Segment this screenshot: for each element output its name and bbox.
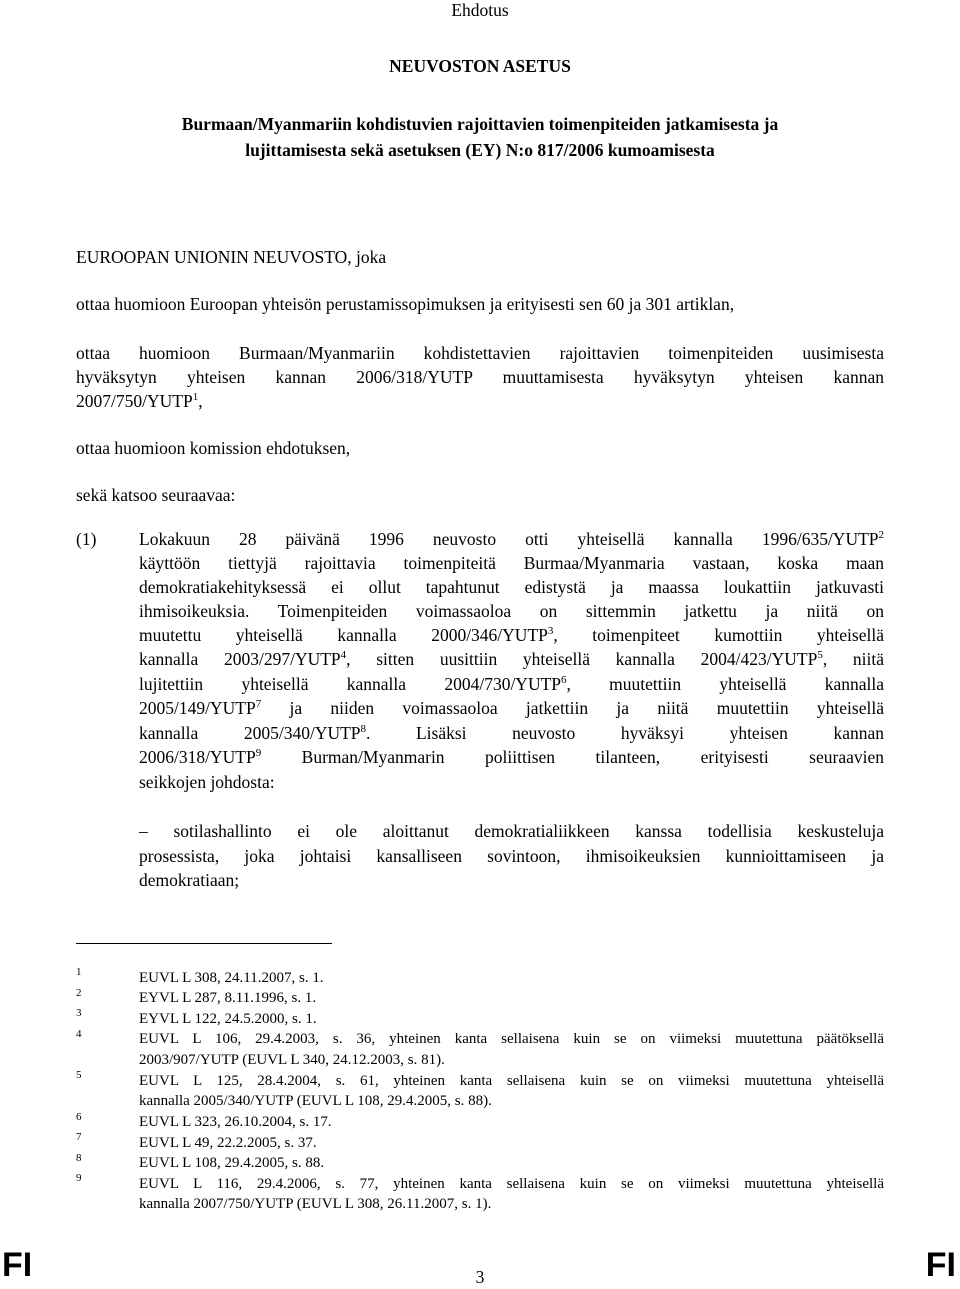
subtitle-line-2: lujittamisesta sekä asetuksen (EY) N:o 817/2006 kumoamisesta (245, 140, 715, 160)
footnote-text: EYVL L 287, 8.11.1996, s. 1. (139, 990, 317, 1006)
footnote-text: EUVL L 323, 26.10.2004, s. 17. (139, 1114, 332, 1130)
footnote-text: EUVL L 116, 29.4.2006, s. 77, yhteinen kanta sellaisena kuin se on viimeksi muutettuna yhteisellä (139, 1176, 884, 1192)
recital-position-line-2: hyväksytyn yhteisen kannan 2006/318/YUTP muuttamisesta hyväksytyn yhteisen kannan (76, 367, 884, 387)
footnote-ref: 2 (878, 529, 884, 541)
recital-position-line-3: 2007/750/YUTP$^1$, (76, 391, 203, 411)
language-code-left: FI (2, 1246, 33, 1284)
paragraph-line: lujitettiin yhteisellä kannalla 2004/730/YUTP$^6$, muutettiin yhteisellä kannalla (139, 674, 884, 694)
paragraph-line: kannalla 2005/340/YUTP$^8$. Lisäksi neuvosto hyväksyi yhteisen kannan (139, 723, 884, 743)
footnote-text-cont: kannalla 2007/750/YUTP (EUVL L 308, 26.11.2007, s. 1). (139, 1196, 492, 1212)
dash-item-line: prosessista, joka johtaisi kansalliseen sovintoon, ihmisoikeuksien kunnioittamiseen ja (139, 846, 884, 866)
paragraph-line: demokratiakehityksessä ei ollut tapahtunut edistystä ja maassa loukattiin jatkuvasti (139, 577, 884, 597)
paragraph-line: 2005/149/YUTP$^7$ ja niiden voimassaoloa jatkettiin ja niitä muutettiin yhteisellä (139, 698, 884, 718)
footnote-text: EUVL L 49, 22.2.2005, s. 37. (139, 1135, 317, 1151)
footnote-ref: 6 (561, 674, 567, 686)
footnote-text-cont: kannalla 2005/340/YUTP (EUVL L 108, 29.4.2005, s. 88). (139, 1093, 492, 1109)
footnote-text: EYVL L 122, 24.5.2000, s. 1. (139, 1011, 317, 1027)
dash-item-line: demokratiaan; (139, 870, 240, 890)
subtitle-line-1: Burmaan/Myanmariin kohdistuvien rajoittavien toimenpiteiden jatkamisesta ja (181, 114, 779, 134)
footnote-ref: 5 (817, 649, 823, 661)
language-code-right: FI (925, 1246, 956, 1284)
dash-item-line: – sotilashallinto ei ole aloittanut demokratialiikkeen kanssa todellisia keskusteluja (139, 821, 884, 841)
footnote-text: EUVL L 108, 29.4.2005, s. 88. (139, 1155, 325, 1171)
footnote-number: 8 (76, 1152, 82, 1164)
paragraph-number: (1) (76, 529, 97, 549)
footnote-text: EUVL L 308, 24.11.2007, s. 1. (139, 970, 324, 986)
paragraph-line: 2006/318/YUTP$^9$ Burman/Myanmarin poliittisen tilanteen, erityisesti seuraavien (139, 747, 884, 767)
page-title: NEUVOSTON ASETUS (389, 56, 571, 76)
footnote-text-cont: 2003/907/YUTP (EUVL L 340, 24.12.2003, s. 81). (139, 1052, 445, 1068)
footnote-ref: 3 (547, 625, 554, 637)
recital-whereas: sekä katsoo seuraavaa: (76, 485, 236, 505)
footnote-ref: 1 (192, 391, 199, 403)
paragraph-line: seikkojen johdosta: (139, 772, 275, 792)
footnote-number: 4 (76, 1028, 82, 1040)
document-label: Ehdotus (451, 0, 509, 20)
footnote-ref: 7 (255, 698, 262, 710)
footnote-number: 2 (76, 987, 82, 999)
recital-commission: ottaa huomioon komission ehdotuksen, (76, 438, 351, 458)
footnote-ref: 9 (255, 747, 262, 759)
paragraph-line: Lokakuun 28 päivänä 1996 neuvosto otti yhteisellä kannalla 1996/635/YUTP$^2$ (139, 529, 884, 549)
recital-position-line-1: ottaa huomioon Burmaan/Myanmariin kohdistettavien rajoittavien toimenpiteiden uusimisesta (76, 343, 884, 363)
footnote-number: 1 (76, 966, 82, 978)
paragraph-line: kannalla 2003/297/YUTP$^4$, sitten uusittiin yhteisellä kannalla 2004/423/YUTP$^5$, niitä (139, 649, 885, 669)
footnote-text: EUVL L 106, 29.4.2003, s. 36, yhteinen kanta sellaisena kuin se on viimeksi muutettuna päätöksellä (139, 1031, 884, 1047)
paragraph-line: käyttöön tiettyjä rajoittavia toimenpiteitä Burmaa/Myanmaria vastaan, koska maan (139, 553, 884, 573)
recital-treaty: ottaa huomioon Euroopan yhteisön perustamissopimuksen ja erityisesti sen 60 ja 301 artiklan, (76, 294, 735, 314)
footnote-number: 6 (76, 1111, 82, 1123)
footnote-number: 9 (76, 1172, 82, 1184)
paragraph-line: ihmisoikeuksia. Toimenpiteiden voimassaoloa on sittemmin jatkettu ja niitä on (139, 601, 884, 621)
footnote-number: 5 (76, 1069, 82, 1081)
footnote-ref: 8 (360, 723, 367, 735)
page-number: 3 (475, 1267, 485, 1287)
footnote-ref: 4 (340, 649, 347, 661)
intro-line: EUROOPAN UNIONIN NEUVOSTO, joka (76, 247, 387, 267)
paragraph-line: muutettu yhteisellä kannalla 2000/346/YUTP$^3$, toimenpiteet kumottiin yhteisellä (139, 625, 884, 645)
footnote-separator (76, 943, 332, 944)
footnote-number: 7 (76, 1131, 82, 1143)
footnote-text: EUVL L 125, 28.4.2004, s. 61, yhteinen kanta sellaisena kuin se on viimeksi muutettuna yhteisellä (139, 1073, 884, 1089)
footnote-number: 3 (76, 1007, 82, 1019)
